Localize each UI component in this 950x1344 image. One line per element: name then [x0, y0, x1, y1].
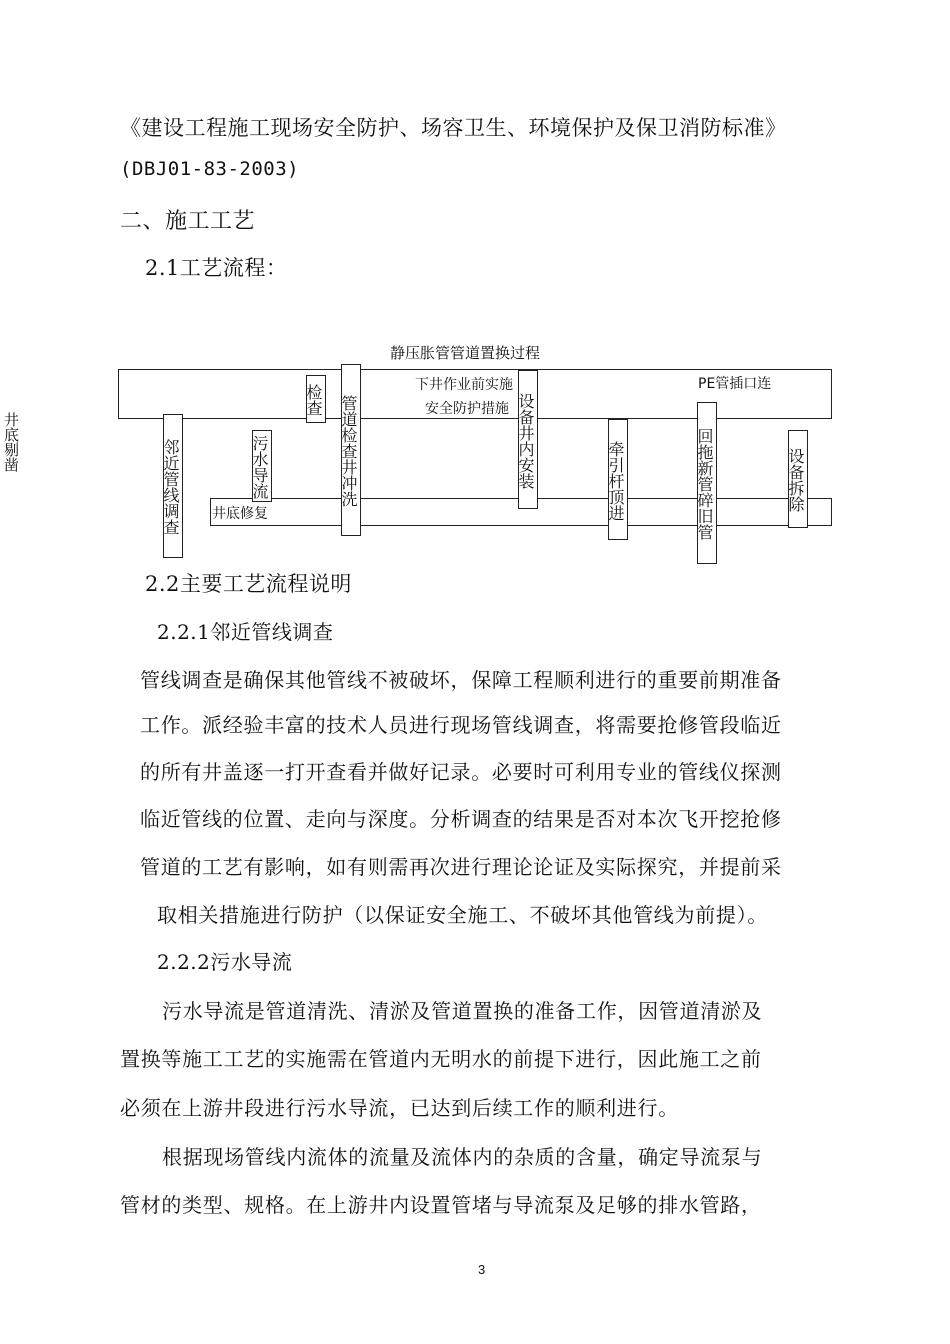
- paragraph-line: 管道的工艺有影响，如有则需再次进行理论论证及实际探究，并提前采: [140, 855, 782, 879]
- reference-code: (DBJ01-83-2003): [120, 158, 300, 180]
- step-manhole-flushing: 管道检查井冲洗: [341, 364, 361, 536]
- paragraph-line: 临近管线的位置、走向与深度。分析调查的结果是否对本次飞开挖抢修: [140, 807, 782, 831]
- section-title: 二、施工工艺: [120, 209, 256, 234]
- subsection-2-1-title: 2.1工艺流程：: [145, 256, 288, 280]
- page-number: 3: [478, 1262, 486, 1277]
- paragraph-line: 工作。派经验丰富的技术人员进行现场管线调查，将需要抢修管段临近: [140, 713, 782, 737]
- step-inspection: 检查: [306, 375, 326, 423]
- step-sewage-diversion: 污水导流: [252, 430, 272, 502]
- paragraph-line: 管材的类型、规格。在上游井内设置管堵与导流泵及足够的排水管路，: [120, 1193, 762, 1217]
- paragraph-line: 必须在上游井段进行污水导流，已达到后续工作的顺利进行。: [120, 1096, 679, 1120]
- paragraph-line: 根据现场管线内流体的流量及流体内的杂质的含量，确定导流泵与: [162, 1145, 763, 1169]
- top-bar-text-line2: 安全防护措施: [425, 401, 509, 417]
- step-adjacent-pipeline-survey: 邻近管线调查: [163, 414, 183, 558]
- margin-side-text: 井底剔凿: [2, 412, 20, 472]
- paragraph-line: 污水导流是管道清洗、清淤及管道置换的准备工作，因管道清淤及: [162, 999, 763, 1023]
- paragraph-line: 置换等施工工艺的实施需在管道内无明水的前提下进行，因此施工之前: [120, 1047, 762, 1071]
- paragraph-line: 管线调查是确保其他管线不被破坏，保障工程顺利进行的重要前期准备: [140, 668, 782, 692]
- diagram-title: 静压胀管管道置换过程: [390, 344, 541, 362]
- step-pull-rod-jacking: 牵引杆顶进: [608, 419, 628, 540]
- step-pullback-new-pipe: 回拖新管碎旧管: [697, 402, 717, 564]
- subsection-2-2-1-title: 2.2.1邻近管线调查: [157, 620, 334, 644]
- reference-title: 《建设工程施工现场安全防护、场容卫生、环境保护及保卫消防标准》: [120, 116, 787, 140]
- subsection-2-2-title: 2.2主要工艺流程说明: [145, 572, 352, 596]
- bottom-bar-text: 井底修复: [212, 506, 268, 522]
- top-bar-text-line1: 下井作业前实施: [415, 377, 513, 393]
- subsection-2-2-2-title: 2.2.2污水导流: [157, 950, 293, 974]
- step-equipment-install: 设备井内安装: [518, 370, 538, 509]
- paragraph-line: 取相关措施进行防护（以保证安全施工、不破坏其他管线为前提）。: [157, 903, 768, 927]
- paragraph-line: 的所有井盖逐一打开查看并做好记录。必要时可利用专业的管线仪探测: [140, 760, 782, 784]
- top-bar-text-right: PE管插口连: [698, 376, 772, 392]
- step-equipment-removal: 设备拆除: [788, 430, 808, 528]
